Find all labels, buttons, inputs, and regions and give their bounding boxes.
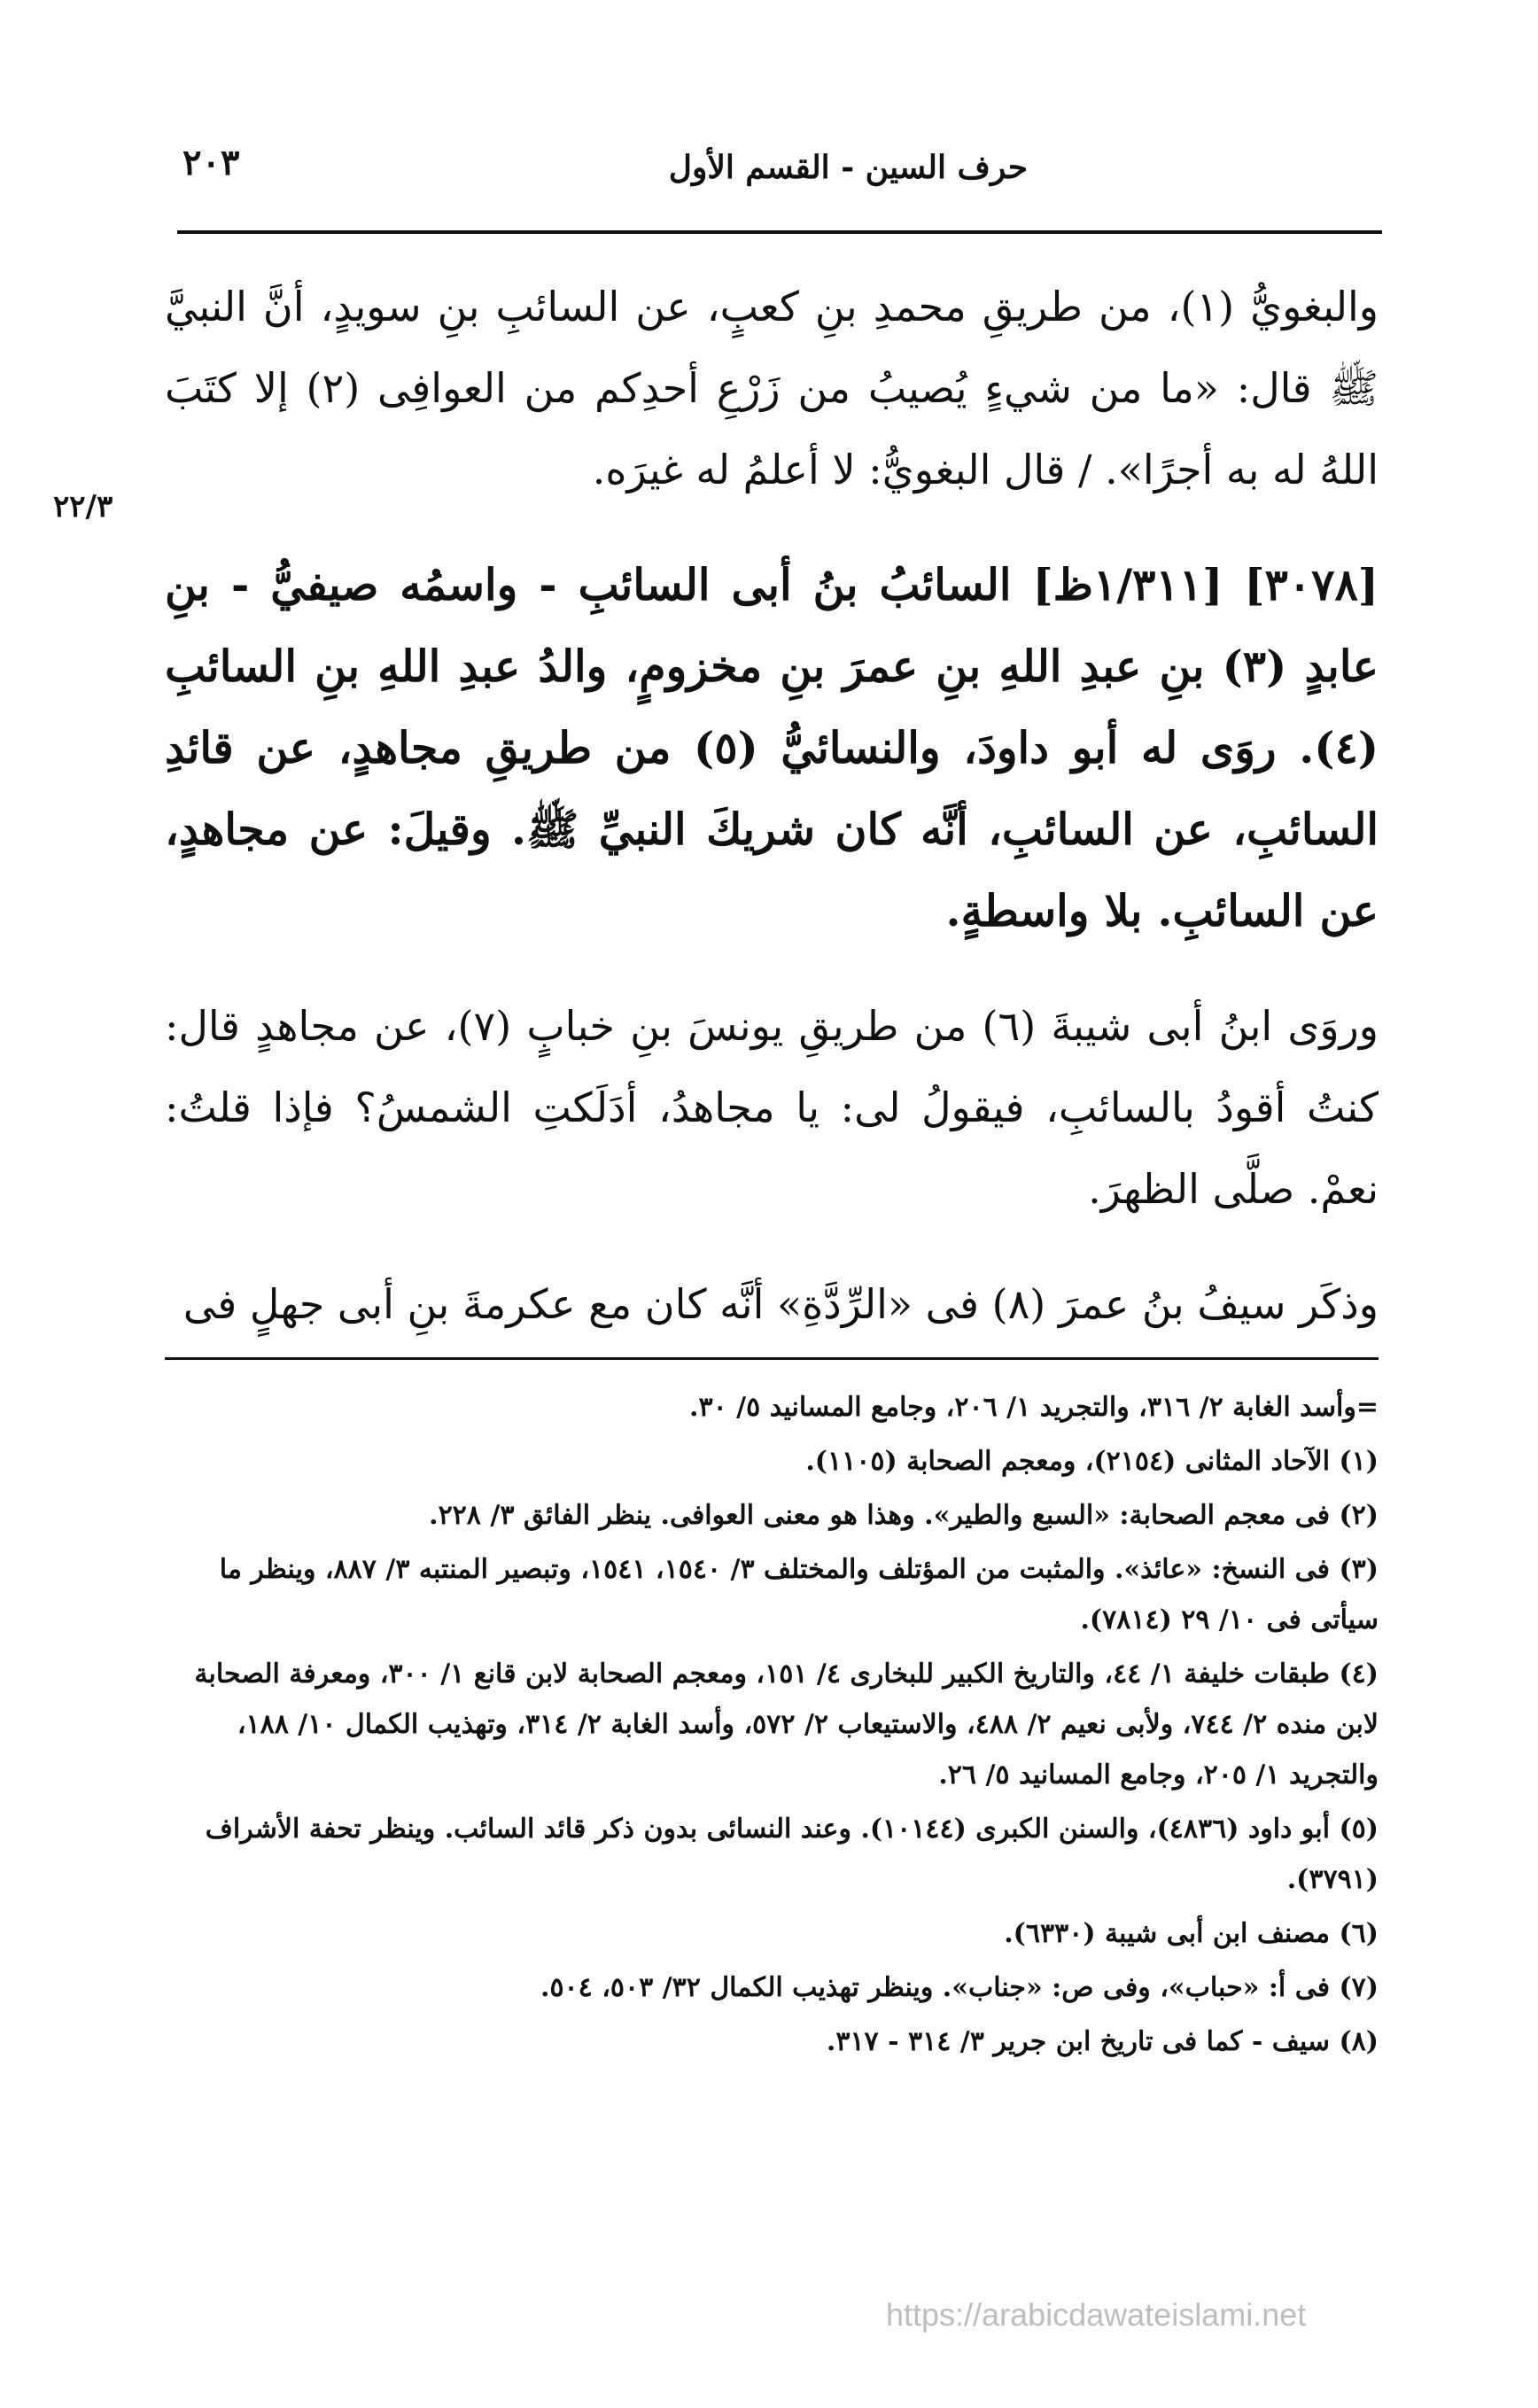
paragraph-3: وروَى ابنُ أبى شيبةَ (٦) من طريقِ يونسَ بنِ خبابٍ (٧)، عن مجاهدٍ قال: كنتُ أقودُ بالسائبِ، فيقولُ لى: يا مجاهدُ، أدَلَكتِ الشمسُ؟ فإذا قلتُ: نعمْ. صلَّى الظهرَ.	[165, 1002, 1379, 1213]
paragraph-1: والبغويُّ (١)، من طريقِ محمدِ بنِ كعبٍ، عن السائبِ بنِ سويدٍ، أنَّ النبيَّ ﷺ قال: «ما من شيءٍ يُصيبُ من زَرْعِ أحدِكم من العوافِى (٢) إلا كتَبَ اللهُ له به أجرًا». / قال البغويُّ: لا أعلمُ له غيرَه.	[165, 283, 1379, 493]
footnote-2: (٢) فى معجم الصحابة: «السبع والطير». وهذا هو معنى العوافى. ينظر الفائق ٣/ ٢٢٨.	[429, 1500, 1379, 1531]
watermark-url: https://arabicdawateislami.net	[886, 2296, 1307, 2333]
margin-note: ٢٢/٣	[53, 489, 113, 524]
footnote-8: (٨) سيف - كما فى تاريخ ابن جرير ٣/ ٣١٤ - ٣١٧.	[826, 2026, 1379, 2057]
footnote-3: (٣) فى النسخ: «عائذ». والمثبت من المؤتلف والمختلف ٣/ ١٥٤٠، ١٥٤١، وتبصير المنتبه ٣/ ٨٨٧، وينظر ما سيأتى فى ١٠/ ٢٩ (٧٨١٤).	[219, 1554, 1379, 1635]
footnote-rule	[165, 1357, 1379, 1360]
footnote-6: (٦) مصنف ابن أبى شيبة (٦٣٣٠).	[1004, 1918, 1379, 1949]
paragraph-4: وذكَر سيفُ بنُ عمرَ (٨) فى «الرِّدَّةِ» أنَّه كان مع عكرمةَ بنِ أبى جهلٍ فى	[183, 1280, 1379, 1328]
footnote-4: (٤) طبقات خليفة ١/ ٤٤، والتاريخ الكبير للبخارى ٤/ ١٥١، ومعجم الصحابة لابن قانع ١/ ٣٠٠، ومعرفة الصحابة لابن منده ٢/ ٧٤٤، ولأبى نعيم ٢/ ٤٨٨، والاستيعاب ٢/ ٥٧٢، وأسد الغابة ٢/ ٣١٤، وتهذيب الكمال ١٠/ ١٨٨، والتجريد ١/ ٢٠٥، وجامع المسانيد ٥/ ٢٦.	[194, 1658, 1379, 1790]
footnote-1: (١) الآحاد المثانى (٢١٥٤)، ومعجم الصحابة (١١٠٥).	[805, 1446, 1379, 1477]
page-number: ٢٠٣	[183, 142, 240, 183]
running-header	[177, 133, 1382, 195]
footnote-continuation: =وأسد الغابة ٢/ ٣١٦، والتجريد ١/ ٢٠٦، وجامع المسانيد ٥/ ٣٠.	[689, 1392, 1379, 1423]
main-text	[165, 266, 1379, 1345]
footnotes	[165, 1382, 1379, 2070]
footnote-7: (٧) فى أ: «حباب»، وفى ص: «جناب». وينظر تهذيب الكمال ٣٢/ ٥٠٣، ٥٠٤.	[540, 1972, 1379, 2003]
header-rule	[177, 230, 1382, 234]
footnote-5: (٥) أبو داود (٤٨٣٦)، والسنن الكبرى (١٠١٤٤). وعند النسائى بدون ذكر قائد السائب. وينظر تحفة الأشراف (٣٧٩١).	[205, 1814, 1379, 1895]
header-title: حرف السين - القسم الأول	[668, 149, 1028, 186]
paragraph-entry-3078: [٣٠٧٨] [١/٣١١ظ] السائبُ بنُ أبى السائبِ - واسمُه صيفيُّ - بنِ عابدٍ (٣) بنِ عبدِ اللهِ بنِ عمرَ بنِ مخزومٍ، والدُ عبدِ اللهِ بنِ السائبِ (٤). روَى له أبو داودَ، والنسائيُّ (٥) من طريقِ مجاهدٍ، عن قائدِ السائبِ، عن السائبِ، أنَّه كان شريكَ النبيِّ ﷺ. وقيلَ: عن مجاهدٍ، عن السائبِ. بلا واسطةٍ.	[165, 559, 1379, 936]
